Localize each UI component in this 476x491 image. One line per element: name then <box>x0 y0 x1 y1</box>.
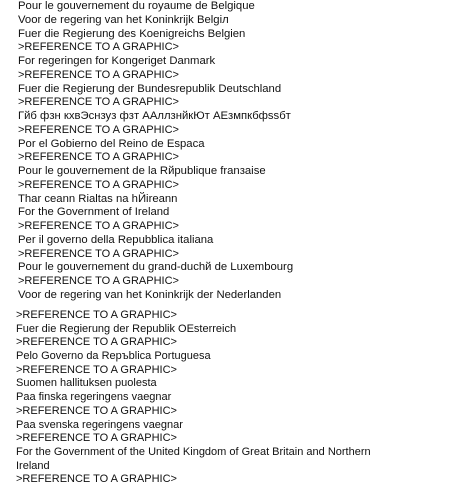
graphic-reference: >REFERENCE TO A GRAPHIC> <box>18 41 179 54</box>
text-line: For regeringen for Kongeriget Danmark <box>18 55 216 67</box>
graphic-reference: >REFERENCE TO A GRAPHIC> <box>16 309 177 321</box>
text-line: Pour le gouvernement du grand-duchй de Luxembourg <box>18 261 294 274</box>
text-line: For the Government of the United Kingdom of Great Britain and Northern Ireland <box>16 445 371 472</box>
text-line: For the Government of Ireland <box>18 206 170 219</box>
text-line: Thar ceann Rialtas na hЙireann <box>18 192 178 205</box>
text-line: Гйб фзн кхвЭснзуз фзт ААллзнйкЮт АЕзмпкбфssбт <box>18 110 291 122</box>
graphic-reference: >REFERENCE TO A GRAPHIC> <box>18 151 179 164</box>
graphic-reference: >REFERENCE TO A GRAPHIC> <box>18 68 179 81</box>
text-line: Fuer die Regierung des Koenigreichs Belgien <box>18 27 246 40</box>
signature-block-upper <box>18 0 468 303</box>
text-line: Fuer die Regierung der Bundesrepublik Deutschland <box>18 82 282 95</box>
text-line: Por el Gobierno del Reino de Espaсa <box>18 137 205 150</box>
text-line: Voor de regering van het Koninkrijk Belgiл <box>18 13 229 26</box>
text-line: Voor de regering van het Koninkrijk der Nederlanden <box>18 288 282 301</box>
graphic-reference: >REFERENCE TO A GRAPHIC> <box>16 363 177 376</box>
text-line: Fuer die Regierung der Republik OEsterreich <box>16 322 237 335</box>
graphic-reference: >REFERENCE TO A GRAPHIC> <box>16 404 177 417</box>
text-line: Pour le gouvernement du royaume de Belgique <box>18 0 255 12</box>
graphic-reference: >REFERENCE TO A GRAPHIC> <box>18 220 179 232</box>
graphic-reference: >REFERENCE TO A GRAPHIC> <box>16 432 177 445</box>
signature-block-lower <box>16 309 466 487</box>
graphic-reference: >REFERENCE TO A GRAPHIC> <box>18 178 179 191</box>
graphic-reference: >REFERENCE TO A GRAPHIC> <box>16 473 177 486</box>
text-line: Suomen hallituksen puolesta <box>16 377 157 390</box>
text-line: Pour le gouvernement de la Rйpublique franзaise <box>18 165 266 177</box>
graphic-reference: >REFERENCE TO A GRAPHIC> <box>16 336 177 349</box>
graphic-reference: >REFERENCE TO A GRAPHIC> <box>18 247 179 260</box>
text-line: Paa finska regeringens vaegnar <box>16 391 172 404</box>
text-line: Paa svenska regeringens vaegnar <box>16 418 183 431</box>
graphic-reference: >REFERENCE TO A GRAPHIC> <box>18 96 179 109</box>
graphic-reference: >REFERENCE TO A GRAPHIC> <box>18 275 179 287</box>
text-line: Per il governo della Repubblica italiana <box>18 233 214 246</box>
text-line: Pelo Governo da Repъblica Portuguesa <box>16 350 211 363</box>
graphic-reference: >REFERENCE TO A GRAPHIC> <box>18 123 179 136</box>
